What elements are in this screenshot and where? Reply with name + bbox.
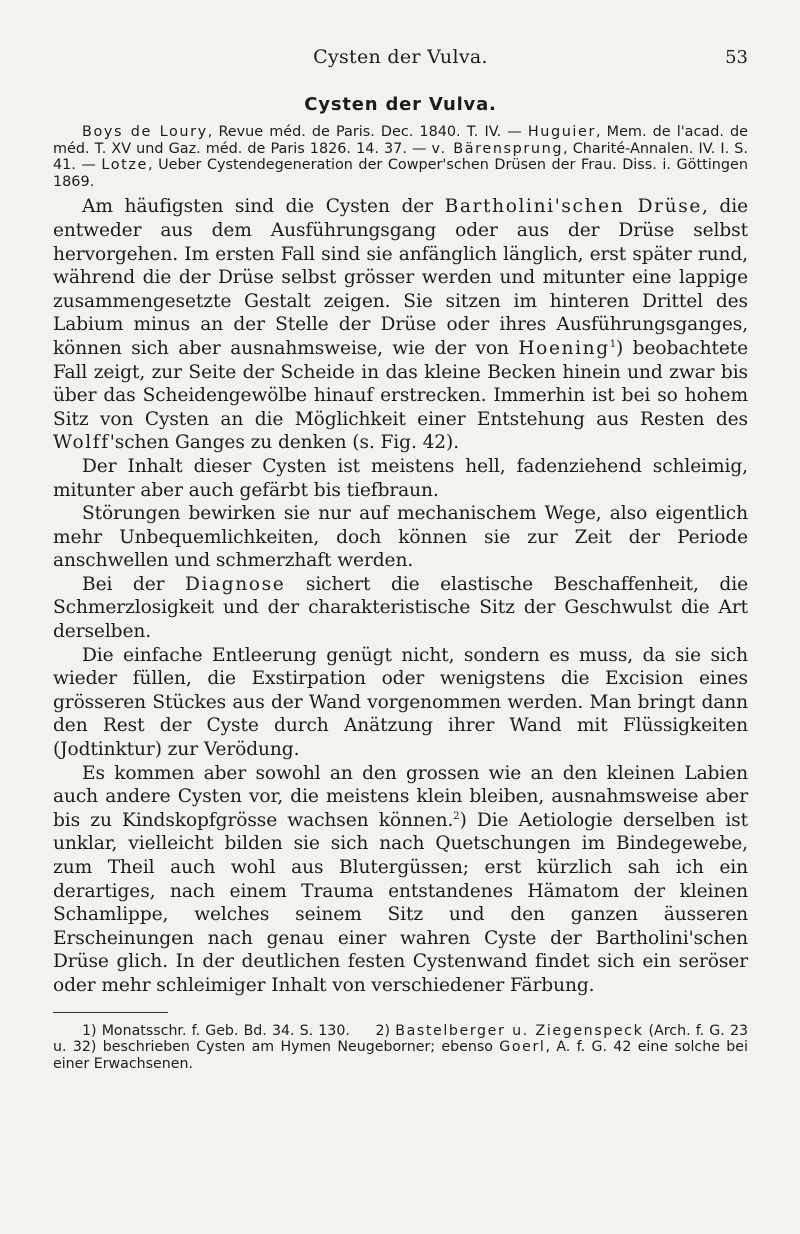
text-run: Es kommen aber sowohl an den grossen wie an den kleinen Labien auch andere Cysten vor, die meistens klein bleiben, ausnahmsweise aber bis zu Kindskopfgrösse wachsen können. bbox=[53, 762, 748, 831]
paragraph: Störungen bewirken sie nur auf mechanischem Wege, also eigentlich mehr Unbequemlichkeiten, doch können sie zur Zeit der Periode anschwellen und schmerzhaft werden. bbox=[53, 503, 748, 572]
author-hoening: Hoening bbox=[518, 337, 610, 359]
text-run: Bei der bbox=[82, 573, 185, 595]
paragraph bbox=[53, 195, 748, 455]
running-head bbox=[53, 0, 748, 68]
text-run: 'schen Ganges zu denken (s. Fig. 42). bbox=[109, 432, 460, 454]
running-title: Cysten der Vulva. bbox=[313, 46, 488, 68]
text-run: Am häufigsten sind die Cysten der bbox=[82, 196, 445, 218]
text-run: sichert die elastische Beschaffenheit, die Schmerzlosigkeit und der charakteristische Sitz der Geschwulst die Art derselben. bbox=[53, 573, 748, 643]
term-diagnose: Diagnose bbox=[184, 573, 286, 595]
citation-text: , Mem. de l'acad. de méd. T. XV und Gaz. méd. de Paris 1826. 14. 37. — bbox=[53, 124, 748, 157]
term-bartholini-druese: Bartholini'schen Drüse bbox=[444, 196, 702, 218]
footnote-2-number: 2) bbox=[375, 1022, 396, 1039]
book-page bbox=[53, 0, 748, 1073]
author-bastelberger-ziegenspeck: Bastelberger u. Ziegenspeck bbox=[395, 1022, 644, 1039]
author-goerl: Goerl bbox=[499, 1039, 546, 1056]
author-huguier: Huguier bbox=[527, 124, 596, 140]
text-run: ) beobachtete Fall zeigt, zur Seite der Scheide in das kleine Becken hinein und zwar bis über das Scheidengewölbe hinauf erstrecken. Immerhin ist bei so hohem Sitz von Cysten an die Möglichkeit einer Entstehung aus Resten des bbox=[53, 337, 749, 430]
footnote-ref: 1 bbox=[609, 338, 617, 350]
bibliography bbox=[53, 124, 748, 190]
footnote-divider bbox=[53, 1012, 168, 1013]
author-baerensprung: v. Bärensprung bbox=[431, 140, 564, 157]
author-lotze: Lotze bbox=[101, 157, 148, 174]
paragraph bbox=[53, 762, 748, 998]
text-run: (Arch. f. G. 23 u. 32) beschrieben Cysten am Hymen Neugeborner; ebenso bbox=[53, 1022, 748, 1056]
citation-text: , Ueber Cystendegeneration der Cowper'schen Drüsen der Frau. Diss. i. Göttingen 1869. bbox=[53, 157, 748, 190]
body-text bbox=[53, 195, 748, 997]
text-run: ) Die Aetiologie derselben ist unklar, vielleicht bilden sie sich nach Quetschungen im Bindegewebe, zum Theil auch wohl aus Blutergüssen; erst kürzlich sah ich ein derartiges, nach einem Trauma entstandenes Hämatom der kleinen Schamlippe, welches seinem Sitz und den ganzen äusseren Erscheinungen nach genau einer wahren Cyste der Bartholini'schen Drüse glich. In der deutlichen festen Cystenwand findet sich ein seröser oder mehr schleimiger Inhalt von verschiedener Färbung. bbox=[53, 809, 748, 996]
citation-text: , Charité-Annalen. IV. I. S. 41. — bbox=[53, 140, 749, 174]
section-title: Cysten der Vulva. bbox=[304, 94, 497, 115]
text-run: , die entweder aus dem Ausführungsgang oder aus der Drüse selbst hervorgehen. Im ersten Fall sind sie anfänglich länglich, erst später rund, während die der Drüse selbst grösser werden und mitunter eine lappige zusammengesetzte Gestalt zeigen. Sie sitzen im hinteren Drittel des Labium minus an der Stelle der Drüse oder ihres Ausführungsganges, können sich aber ausnahmsweise, wie der von bbox=[53, 196, 748, 359]
text-run: , A. f. G. 42 eine solche bei einer Erwachsenen. bbox=[53, 1039, 748, 1073]
footnotes bbox=[53, 1023, 748, 1073]
paragraph: Der Inhalt dieser Cysten ist meistens hell, fadenziehend schleimig, mitunter aber auch gefärbt bis tiefbraun. bbox=[53, 455, 748, 501]
author-wolff: Wolff bbox=[53, 432, 110, 454]
paragraph bbox=[53, 573, 748, 644]
author-boys-de-loury: Boys de Loury bbox=[82, 124, 208, 140]
footnote-ref: 2 bbox=[453, 810, 460, 822]
footnote-1: 1) Monatsschr. f. Geb. Bd. 34. S. 130. bbox=[82, 1022, 350, 1039]
paragraph: Die einfache Entleerung genügt nicht, sondern es muss, da sie sich wieder füllen, die Exstirpation oder wenigstens die Excision eines grösseren Stückes aus der Wand vorgenommen werden. Man bringt dann den Rest der Cyste durch Anätzung ihrer Wand mit Flüssigkeiten (Jodtinktur) zur Verödung. bbox=[53, 644, 748, 761]
citation-text: , Revue méd. de Paris. Dec. 1840. T. IV. — bbox=[207, 124, 528, 140]
page-number: 53 bbox=[725, 47, 748, 68]
